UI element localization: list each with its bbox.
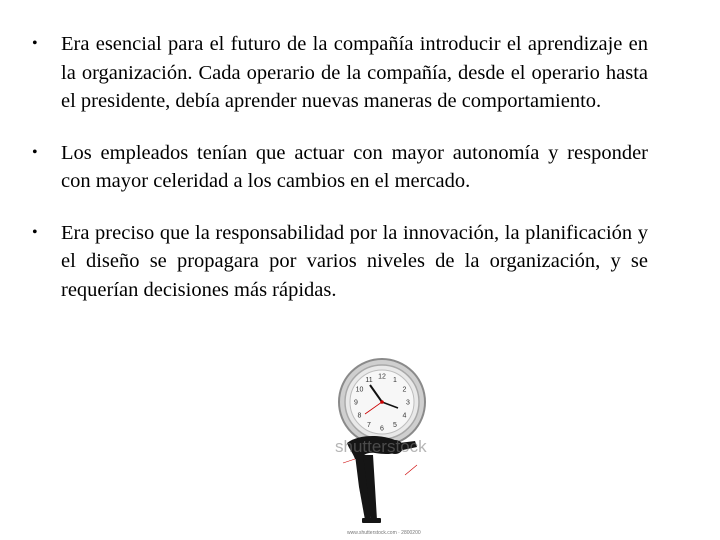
bullet-text: Era preciso que la responsabilidad por la innovación, la planificación y el diseño se propagara por varios niveles de la organización, y se requerían decisiones más rápidas. [61,221,648,301]
clock-numeral: 8 [357,412,362,420]
bullet-text: Los empleados tenían que actuar con mayor autonomía y responder con mayor celeridad a los cambios en el mercado. [61,141,648,192]
bullet-marker: • [32,35,38,52]
clock-numeral: 9 [354,399,358,407]
clock-icon [339,359,425,445]
clock-numeral: 2 [402,386,407,394]
clock-numeral: 1 [393,377,397,384]
bullet-item [32,139,648,196]
bullet-marker: • [32,223,38,241]
clock-numeral: 7 [367,422,371,429]
clock-numeral: 6 [380,425,384,433]
bullet-text: Era esencial para el futuro de la compañía introducir el aprendizaje en la organización. Cada operario de la compañía, desde el operario hasta el presidente, debía aprender nuevas maneras de comportamiento. [61,33,648,112]
clock-numeral: 10 [355,386,364,394]
clock-numeral: 3 [406,399,410,407]
clock-numeral: 4 [402,412,407,420]
clock-numeral: 12 [378,373,386,381]
bullet-item [32,219,648,305]
bullet-list [32,30,648,327]
clock-numeral: 5 [393,422,397,429]
image-caption: www.shutterstock.com · 2800200 [347,530,421,536]
bullet-item [32,30,648,116]
clock-numeral: 11 [365,377,373,384]
bullet-marker: • [32,143,38,161]
watermark: shutterstock [335,437,427,456]
